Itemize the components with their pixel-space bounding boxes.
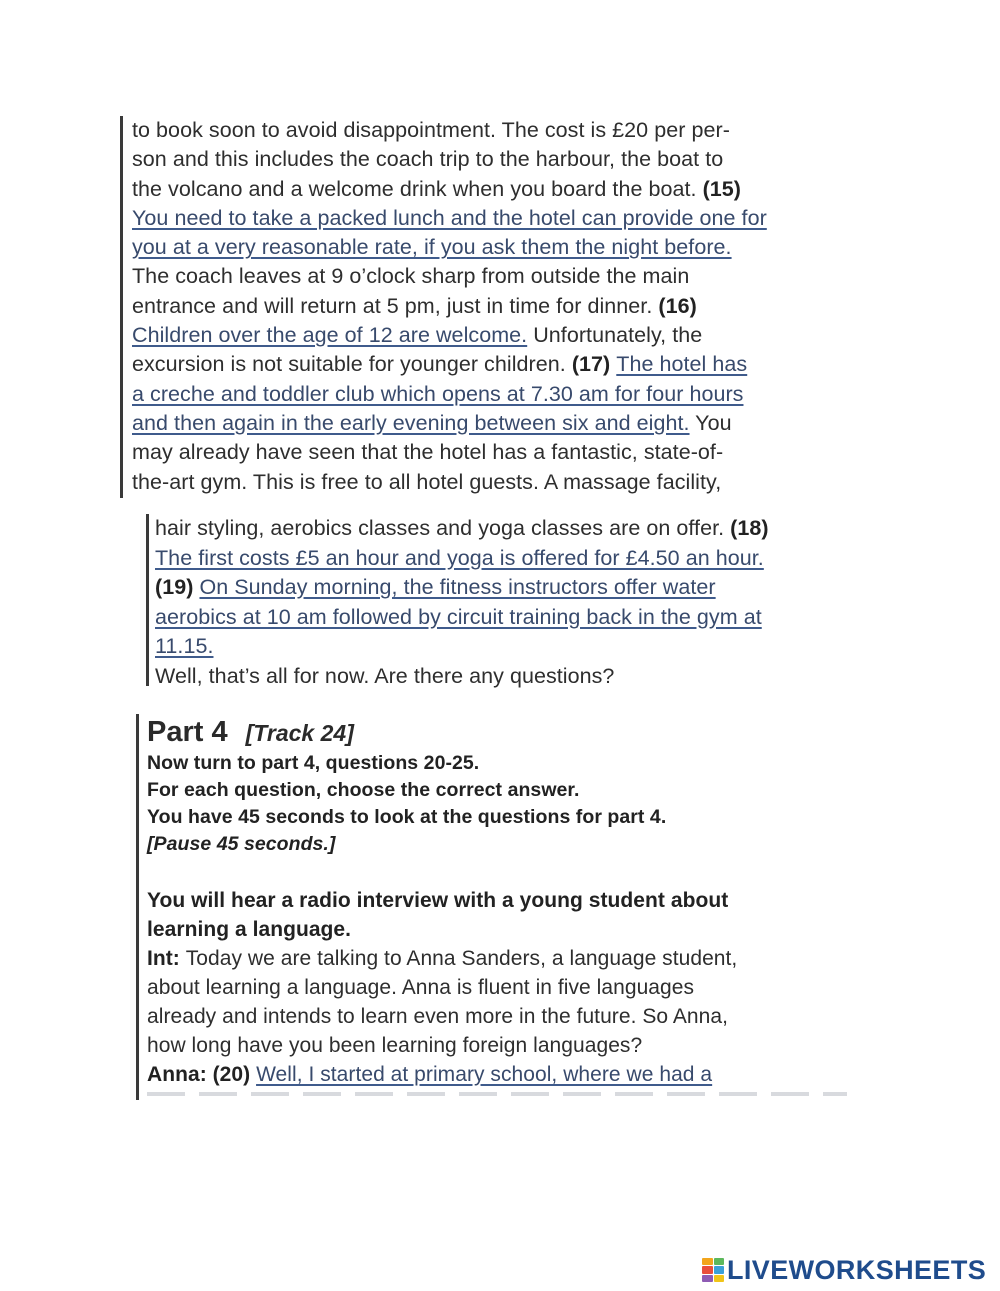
text-segment: how long have you been learning foreign languages? bbox=[147, 1034, 643, 1057]
text-line bbox=[132, 262, 860, 291]
brand-name: LIVEWORKSHEETS bbox=[727, 1255, 987, 1285]
text-line bbox=[155, 632, 860, 662]
text-line bbox=[132, 409, 860, 438]
liveworksheets-logo-icon bbox=[702, 1258, 724, 1282]
answer-evidence-text: a creche and toddler club which opens at 7.30 am for four hours bbox=[132, 381, 744, 406]
text-line bbox=[132, 321, 860, 350]
transcript-block-part3-end bbox=[146, 514, 860, 686]
text-line bbox=[132, 204, 860, 233]
text-line bbox=[132, 380, 860, 409]
text-line bbox=[132, 292, 860, 321]
text-line bbox=[132, 175, 860, 204]
text-segment: to book soon to avoid disappointment. The cost is £20 per per- bbox=[132, 118, 730, 142]
text-line bbox=[155, 662, 860, 692]
text-segment: son and this includes the coach trip to the harbour, the boat to bbox=[132, 147, 724, 172]
cropped-text-edge bbox=[136, 1092, 860, 1104]
instruction-line: Now turn to part 4, questions 20-25. bbox=[147, 752, 480, 774]
part4-track: [Track 24] bbox=[245, 720, 354, 746]
brand-logo bbox=[702, 1254, 986, 1286]
transcript-block-part4 bbox=[136, 714, 860, 1100]
text-segment: Well, that’s all for now. Are there any questions? bbox=[155, 663, 615, 688]
question-marker: Anna: (20) bbox=[147, 1063, 257, 1086]
text-line bbox=[132, 116, 860, 145]
question-marker: (19) bbox=[155, 575, 200, 599]
instruction-line: For each question, choose the correct answer. bbox=[147, 779, 580, 801]
text-line bbox=[147, 1002, 860, 1031]
answer-evidence-text: and then again in the early evening between six and eight. bbox=[132, 410, 690, 435]
intro-line: learning a language. bbox=[147, 918, 352, 941]
text-segment: about learning a language. Anna is fluent in five languages bbox=[147, 976, 695, 999]
text-line bbox=[132, 233, 860, 262]
interview-transcript bbox=[147, 944, 860, 1089]
part4-heading bbox=[147, 714, 860, 750]
text-line bbox=[155, 603, 860, 633]
text-segment: The coach leaves at 9 o’clock sharp from outside the main bbox=[132, 264, 690, 289]
pause-note: [Pause 45 seconds.] bbox=[147, 833, 336, 855]
text-line bbox=[147, 973, 860, 1002]
intro-line: You will hear a radio interview with a young student about bbox=[147, 889, 729, 912]
text-line bbox=[147, 944, 860, 973]
text-line bbox=[132, 468, 860, 497]
text-line bbox=[155, 573, 860, 603]
part4-title: Part 4 bbox=[147, 716, 228, 748]
question-marker: (18) bbox=[730, 516, 769, 540]
text-line bbox=[132, 438, 860, 467]
answer-evidence-text: you at a very reasonable rate, if you ask them the night before. bbox=[132, 235, 732, 260]
text-segment: hair styling, aerobics classes and yoga classes are on offer. bbox=[155, 516, 731, 540]
text-line bbox=[147, 1060, 860, 1089]
transcript-block-part3-continued bbox=[120, 116, 860, 498]
question-marker: (15) bbox=[702, 176, 742, 201]
text-segment: the-art gym. This is free to all hotel guests. A massage facility, bbox=[132, 469, 722, 494]
answer-evidence-text: Well, I started at primary school, where we had a bbox=[256, 1063, 713, 1086]
answer-evidence-text: You need to take a packed lunch and the hotel can provide one for bbox=[132, 205, 767, 230]
answer-evidence-text: The first costs £5 an hour and yoga is offered for £4.50 an hour. bbox=[155, 545, 764, 570]
question-marker: (16) bbox=[658, 293, 697, 318]
text-segment: You bbox=[689, 410, 732, 435]
question-marker: (17) bbox=[571, 352, 617, 377]
text-segment: the volcano and a welcome drink when you board the boat. bbox=[132, 176, 703, 201]
text-segment: may already have seen that the hotel has a fantastic, state-of- bbox=[132, 440, 724, 465]
instruction-line: You have 45 seconds to look at the questions for part 4. bbox=[147, 806, 667, 828]
text-segment: excursion is not suitable for younger children. bbox=[132, 352, 572, 377]
answer-evidence-text: The hotel has bbox=[616, 352, 748, 377]
answer-evidence-text: Children over the age of 12 are welcome. bbox=[132, 323, 528, 348]
text-segment: Today we are talking to Anna Sanders, a language student, bbox=[185, 947, 738, 970]
text-segment: Unfortunately, the bbox=[527, 323, 703, 348]
text-line bbox=[132, 145, 860, 174]
text-line bbox=[132, 350, 860, 379]
text-segment: entrance and will return at 5 pm, just in time for dinner. bbox=[132, 293, 659, 318]
answer-evidence-text: aerobics at 10 am followed by circuit training back in the gym at bbox=[155, 604, 762, 629]
question-marker: Int: bbox=[147, 947, 186, 970]
text-line bbox=[155, 544, 860, 574]
answer-evidence-text: On Sunday morning, the fitness instructors offer water bbox=[199, 575, 716, 599]
text-segment: already and intends to learn even more in the future. So Anna, bbox=[147, 1005, 728, 1028]
text-line bbox=[147, 1031, 860, 1060]
answer-evidence-text: 11.15. bbox=[155, 634, 214, 658]
text-line bbox=[155, 514, 860, 544]
